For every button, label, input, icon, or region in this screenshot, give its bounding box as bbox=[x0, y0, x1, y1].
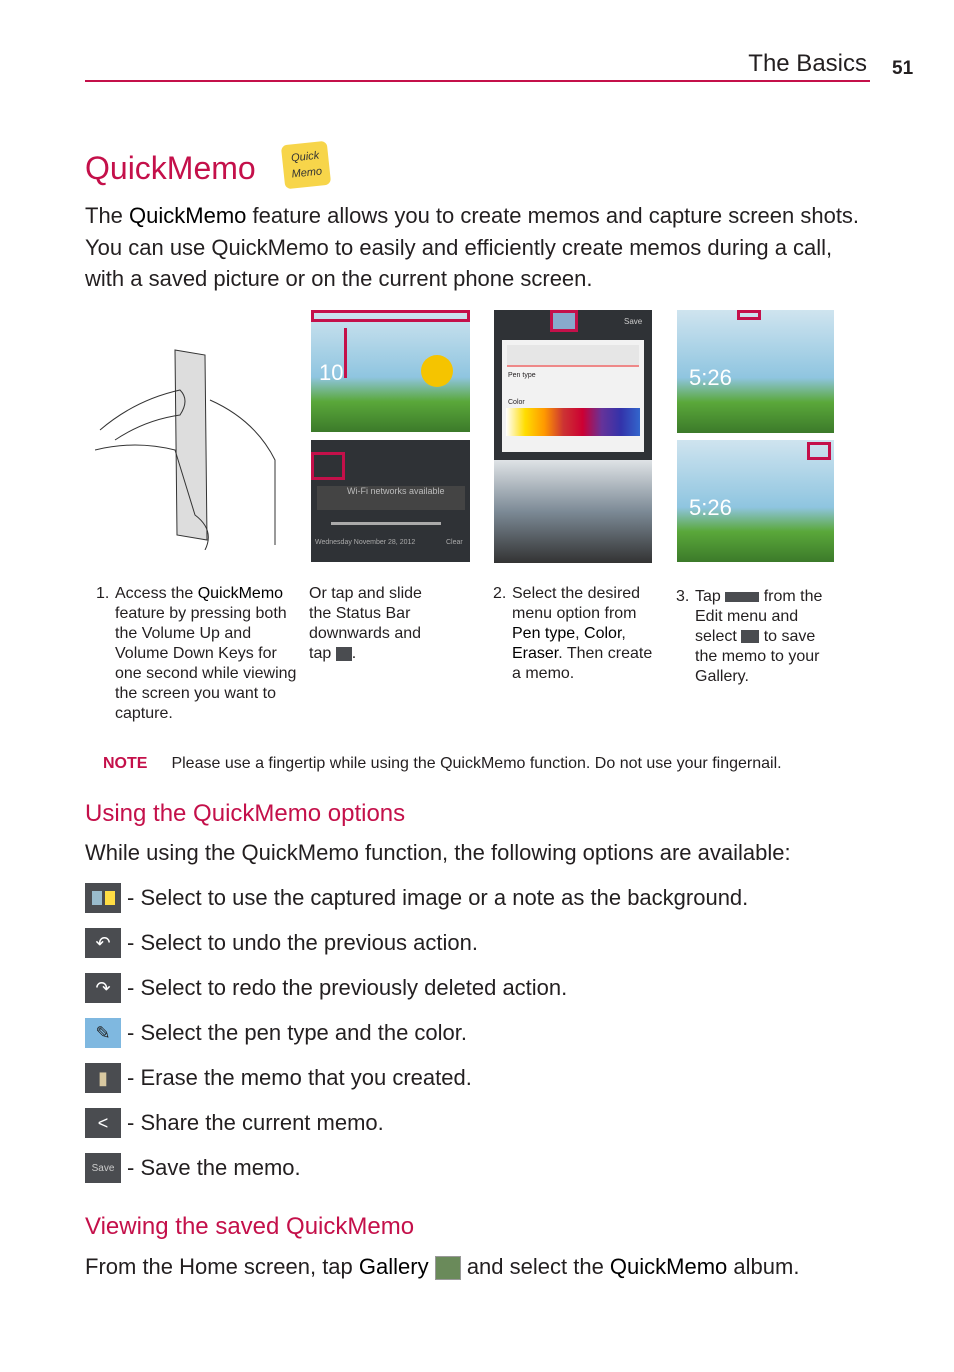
qslide-icon bbox=[336, 647, 352, 661]
screenshot-edit-menu bbox=[677, 310, 834, 433]
option-share: < - Share the current memo. bbox=[85, 1105, 384, 1141]
clear-text: Clear bbox=[446, 539, 463, 546]
quickmemo-icon: Quick Memo bbox=[281, 141, 331, 190]
header-rule bbox=[85, 80, 870, 82]
pen-type-label: Pen type bbox=[508, 372, 536, 379]
clock-text: 5:26 bbox=[689, 365, 732, 390]
option-redo: ↷ - Select to redo the previously deleted action. bbox=[85, 970, 567, 1006]
save-icon bbox=[741, 630, 759, 643]
page-title: QuickMemo bbox=[85, 150, 256, 186]
option-pen: ✎ - Select the pen type and the color. bbox=[85, 1015, 467, 1051]
pen-icon: ✎ bbox=[85, 1018, 121, 1048]
caption-step-1: 1. Access the QuickMemo feature by pressing both the Volume Up and Volume Down Keys for one second while viewing the screen you want to capture. bbox=[96, 585, 297, 722]
screenshot-notification-panel bbox=[311, 440, 470, 562]
undo-icon: ↶ bbox=[85, 928, 121, 958]
wifi-notice: Wi-Fi networks available bbox=[317, 486, 465, 510]
caption-status-bar: Or tap and slide the Status Bar downwards and tap . bbox=[309, 585, 422, 662]
note: NOTE Please use a fingertip while using the QuickMemo function. Do not use your fingernail. bbox=[103, 755, 782, 772]
redo-icon: ↷ bbox=[85, 973, 121, 1003]
option-eraser: ▮ - Erase the memo that you created. bbox=[85, 1060, 472, 1096]
caption-step-3: 3. Tap from the Edit menu and select to save the memo to your Gallery. bbox=[676, 588, 823, 685]
clock-text: 5:26 bbox=[689, 495, 732, 520]
save-icon: Save bbox=[85, 1153, 121, 1183]
screenshot-status-bar-drag bbox=[311, 310, 470, 432]
eraser-icon: ▮ bbox=[85, 1063, 121, 1093]
clock-text: 10 bbox=[319, 360, 344, 385]
viewing-paragraph: From the Home screen, tap Gallery and select the QuickMemo album. bbox=[85, 1254, 800, 1279]
options-lead: While using the QuickMemo function, the following options are available: bbox=[85, 840, 791, 865]
hand-pressing-keys-illustration bbox=[95, 340, 285, 550]
options-heading: Using the QuickMemo options bbox=[85, 800, 406, 827]
screenshot-save-memo bbox=[677, 440, 834, 562]
caption-step-2: 2. Select the desired menu option from Pen type, Color, Eraser. Then create a memo. bbox=[493, 585, 653, 682]
color-label: Color bbox=[508, 399, 525, 406]
save-text: Save bbox=[624, 317, 643, 326]
page-number: 51 bbox=[892, 58, 914, 79]
date-text: Wednesday November 28, 2012 bbox=[315, 539, 416, 546]
share-icon: < bbox=[85, 1108, 121, 1138]
viewing-heading: Viewing the saved QuickMemo bbox=[85, 1213, 415, 1240]
background-icon bbox=[85, 883, 121, 913]
intro-paragraph: The QuickMemo feature allows you to create memos and capture screen shots. You can use QuickMemo to easily and efficiently create memos during a call, with a saved picture or on the current phone screen. bbox=[85, 203, 860, 291]
section-header: The Basics bbox=[748, 50, 867, 77]
edit-menu-icon bbox=[725, 592, 759, 602]
gallery-icon bbox=[435, 1256, 461, 1280]
option-background: - Select to use the captured image or a note as the background. bbox=[85, 880, 748, 916]
screenshot-pen-options bbox=[494, 310, 652, 563]
option-undo: ↶ - Select to undo the previous action. bbox=[85, 925, 478, 961]
option-save: Save - Save the memo. bbox=[85, 1150, 301, 1186]
